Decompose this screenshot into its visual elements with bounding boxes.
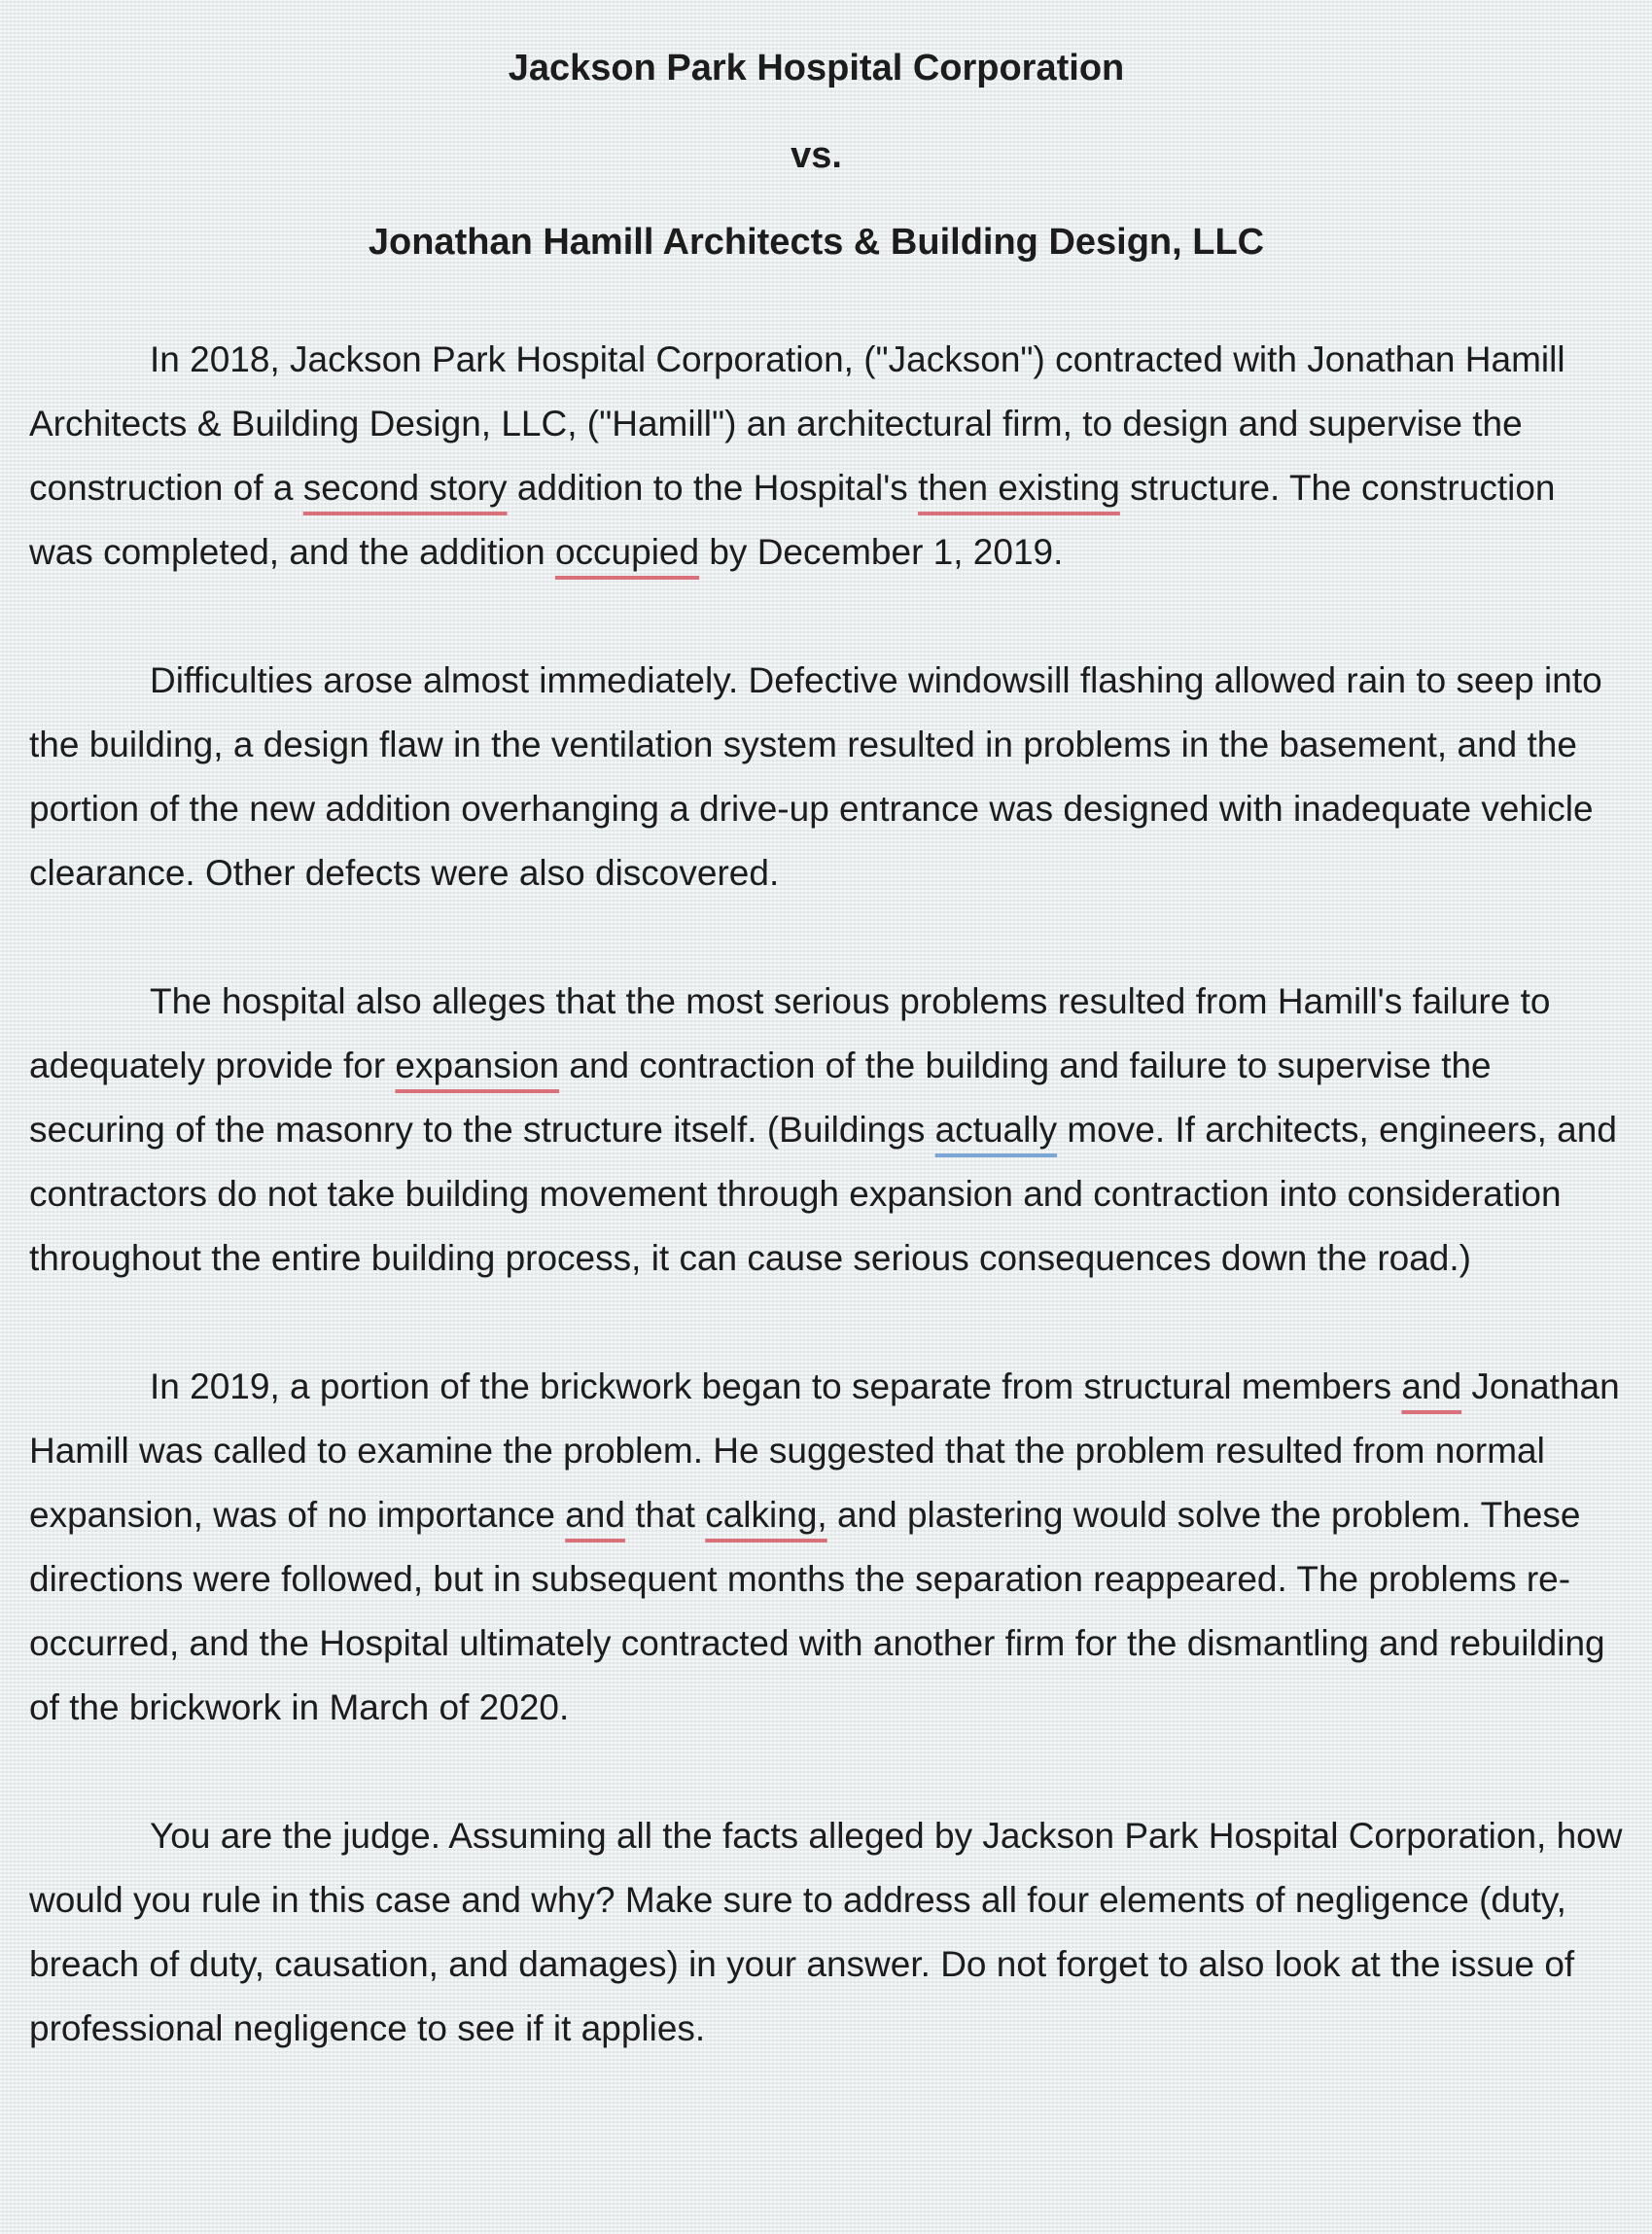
paragraph-brickwork bbox=[29, 1355, 1624, 1740]
spellcheck-flag: and bbox=[565, 1494, 625, 1535]
text-span: addition to the Hospital's bbox=[507, 467, 919, 508]
paragraph-question: You are the judge. Assuming all the facts alleged by Jackson Park Hospital Corporation, how would you rule in this case and why? Make sure to address all four elements of negligence (duty, breach of duty, causation, and damages) in your answer. Do not forget to also look at the issue of professional negligence to see if it applies. bbox=[29, 1815, 1623, 2048]
paragraph-difficulties: Difficulties arose almost immediately. Defective windowsill flashing allowed rain to seep into the building, a design flaw in the ventilation system resulted in problems in the basement, and the portion of the new addition overhanging a drive-up entrance was designed with inadequate vehicle clearance. Other defects were also discovered. bbox=[29, 659, 1602, 893]
text-span: and contraction of the building and failure to supervise the securing of the masonry to the structure itself. (Buildings bbox=[29, 1045, 1492, 1150]
text-span: that bbox=[624, 1494, 706, 1535]
spellcheck-flag: occupied bbox=[554, 531, 700, 572]
spellcheck-flag: then existing bbox=[918, 467, 1120, 508]
text-span: In 2019, a portion of the brickwork began to separate from structural members bbox=[150, 1365, 1402, 1406]
spellcheck-flag: second story bbox=[302, 467, 508, 508]
case-title-plaintiff: Jackson Park Hospital Corporation bbox=[508, 48, 1125, 89]
text-span: by December 1, 2019. bbox=[699, 531, 1064, 572]
case-title-vs: vs. bbox=[791, 134, 842, 176]
spellcheck-flag: expansion bbox=[395, 1045, 560, 1085]
paragraph-allegations bbox=[29, 970, 1624, 1291]
paragraph-background bbox=[29, 328, 1624, 585]
grammar-flag: actually bbox=[934, 1109, 1058, 1150]
text-span: move. If architects, engineers, and contractors do not take building movement through expansion and contraction into consideration throughout the entire building process, it can cause serious consequences down the road.) bbox=[29, 1109, 1617, 1278]
text-span: Jonathan Hamill was called to examine the problem. He suggested that the problem resulted from normal expansion, was of no importance bbox=[29, 1365, 1620, 1535]
case-title-defendant: Jonathan Hamill Architects & Building Design, LLC bbox=[368, 222, 1265, 264]
spellcheck-flag: calking, bbox=[705, 1494, 827, 1535]
spellcheck-flag: and bbox=[1401, 1365, 1462, 1406]
text-span: The hospital also alleges that the most serious problems resulted from Hamill's failure to adequately provide for bbox=[29, 980, 1551, 1085]
text-span: structure. The construction was completed, and the addition bbox=[29, 467, 1556, 572]
text-span: In 2018, Jackson Park Hospital Corporation, ("Jackson") contracted with Jonathan Hamill Architects & Building Design, LLC, ("Hamill") an architectural firm, to design and supervise the construction of a bbox=[29, 338, 1565, 508]
text-span: and plastering would solve the problem. These directions were followed, but in subsequent months the separation reappeared. The problems re-occurred, and the Hospital ultimately contracted with another firm for the dismantling and rebuilding of the brickwork in March of 2020. bbox=[29, 1494, 1605, 1727]
